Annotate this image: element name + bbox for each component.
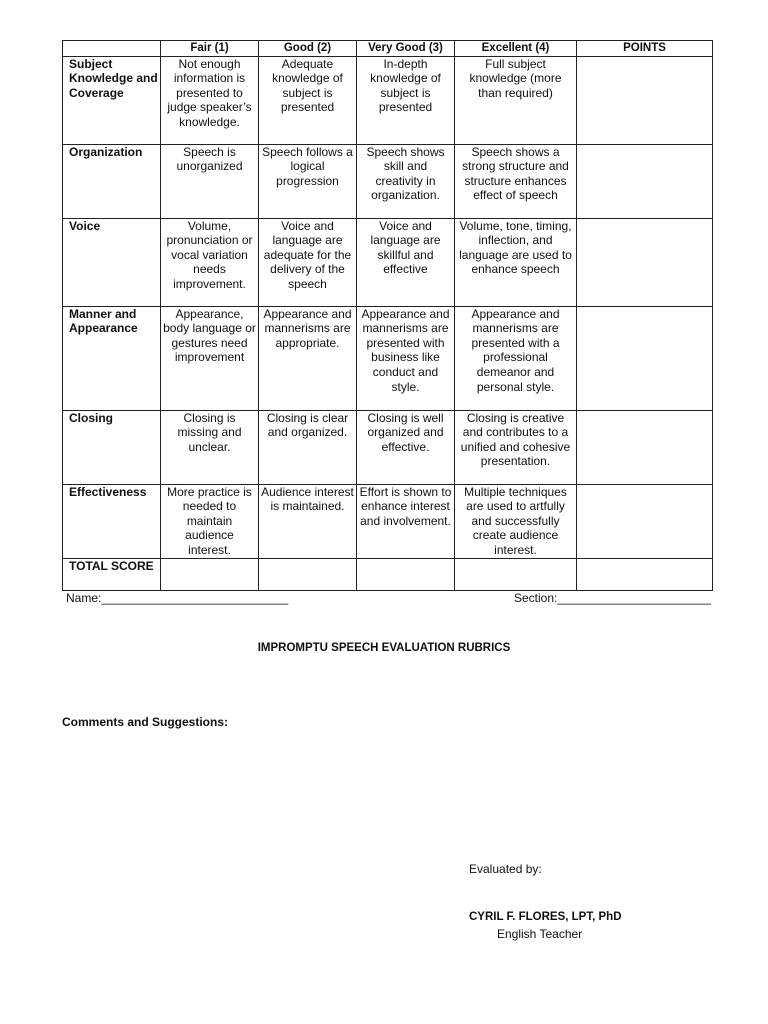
- very-good-cell: Appearance and mannerisms are presented with business like conduct and style.: [357, 306, 455, 410]
- fair-cell: More practice is needed to maintain audience interest.: [161, 484, 259, 558]
- rubric-table: [62, 40, 713, 591]
- fair-cell: Appearance, body language or gestures need improvement: [161, 306, 259, 410]
- criterion-cell: Effectiveness: [63, 484, 161, 558]
- comments-label: Comments and Suggestions:: [62, 715, 229, 729]
- excellent-cell: Appearance and mannerisms are presented with a professional demeanor and personal style.: [455, 306, 577, 410]
- header-criterion: [63, 41, 161, 57]
- table-row: [63, 218, 713, 306]
- excellent-cell: Volume, tone, timing, inflection, and language are used to enhance speech: [455, 218, 577, 306]
- evaluated-by-label: Evaluated by:: [469, 862, 542, 876]
- total-score-row: [63, 558, 713, 590]
- good-cell: [259, 558, 357, 590]
- criterion-cell: Subject Knowledge and Coverage: [63, 56, 161, 144]
- points-cell[interactable]: [577, 410, 713, 484]
- table-row: [63, 306, 713, 410]
- fair-cell: [161, 558, 259, 590]
- evaluator-role: English Teacher: [497, 927, 583, 941]
- table-row: [63, 144, 713, 218]
- very-good-cell: Speech shows skill and creativity in organization.: [357, 144, 455, 218]
- total-score-label: TOTAL SCORE: [63, 558, 161, 590]
- fair-cell: Not enough information is presented to judge speaker’s knowledge.: [161, 56, 259, 144]
- very-good-cell: Effort is shown to enhance interest and involvement.: [357, 484, 455, 558]
- criterion-cell: Organization: [63, 144, 161, 218]
- header-points: POINTS: [577, 41, 713, 57]
- excellent-cell: Full subject knowledge (more than required): [455, 56, 577, 144]
- very-good-cell: Voice and language are skillful and effective: [357, 218, 455, 306]
- evaluator-name: CYRIL F. FLORES, LPT, PhD: [469, 911, 622, 923]
- table-row: [63, 410, 713, 484]
- fair-cell: Volume, pronunciation or vocal variation needs improvement.: [161, 218, 259, 306]
- good-cell: Speech follows a logical progression: [259, 144, 357, 218]
- student-info-row: [62, 591, 712, 607]
- criterion-cell: Voice: [63, 218, 161, 306]
- points-cell[interactable]: [577, 218, 713, 306]
- header-fair: Fair (1): [161, 41, 259, 57]
- table-row: [63, 56, 713, 144]
- fair-cell: Speech is unorganized: [161, 144, 259, 218]
- header-very-good: Very Good (3): [357, 41, 455, 57]
- criterion-cell: Manner and Appearance: [63, 306, 161, 410]
- section-field[interactable]: Section:_______________________: [514, 591, 711, 605]
- criterion-cell: Closing: [63, 410, 161, 484]
- header-excellent: Excellent (4): [455, 41, 577, 57]
- total-points-cell[interactable]: [577, 558, 713, 590]
- points-cell[interactable]: [577, 144, 713, 218]
- good-cell: Audience interest is maintained.: [259, 484, 357, 558]
- excellent-cell: [455, 558, 577, 590]
- points-cell[interactable]: [577, 306, 713, 410]
- page-title: IMPROMPTU SPEECH EVALUATION RUBRICS: [257, 642, 511, 654]
- excellent-cell: Speech shows a strong structure and structure enhances effect of speech: [455, 144, 577, 218]
- very-good-cell: In-depth knowledge of subject is presented: [357, 56, 455, 144]
- excellent-cell: Multiple techniques are used to artfully and successfully create audience interest.: [455, 484, 577, 558]
- good-cell: Appearance and mannerisms are appropriate.: [259, 306, 357, 410]
- good-cell: Closing is clear and organized.: [259, 410, 357, 484]
- table-row: [63, 484, 713, 558]
- fair-cell: Closing is missing and unclear.: [161, 410, 259, 484]
- points-cell[interactable]: [577, 56, 713, 144]
- excellent-cell: Closing is creative and contributes to a unified and cohesive presentation.: [455, 410, 577, 484]
- points-cell[interactable]: [577, 484, 713, 558]
- very-good-cell: [357, 558, 455, 590]
- name-field[interactable]: Name:____________________________: [66, 591, 289, 605]
- good-cell: Adequate knowledge of subject is presented: [259, 56, 357, 144]
- good-cell: Voice and language are adequate for the delivery of the speech: [259, 218, 357, 306]
- header-good: Good (2): [259, 41, 357, 57]
- header-row: [63, 41, 713, 57]
- very-good-cell: Closing is well organized and effective.: [357, 410, 455, 484]
